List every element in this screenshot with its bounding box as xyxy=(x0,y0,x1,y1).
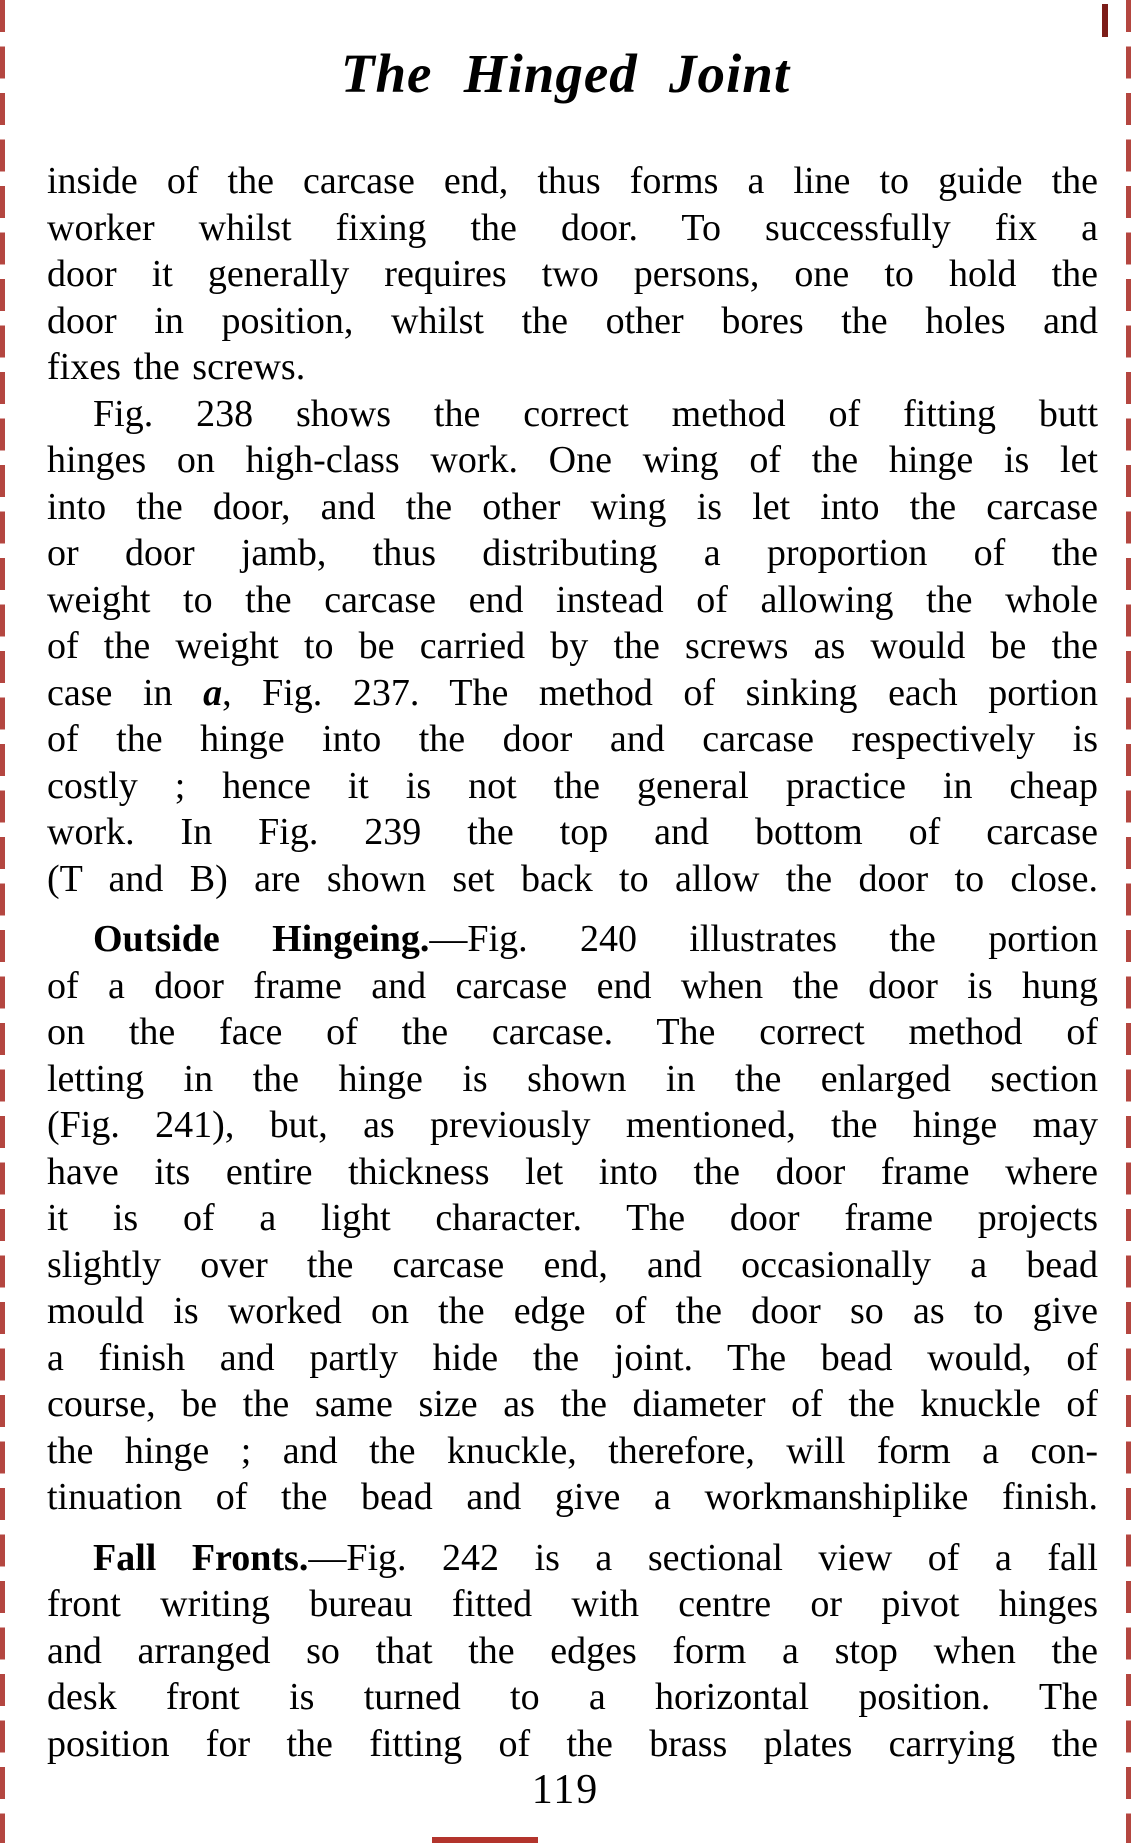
paragraph xyxy=(47,916,1098,1521)
text-line xyxy=(47,344,1098,391)
paragraph xyxy=(47,1535,1098,1768)
text-line xyxy=(47,205,1098,252)
text-line xyxy=(47,251,1098,298)
text-line xyxy=(47,1535,1098,1582)
text-segment: (Fig. 241), but, as previously mentioned, the hinge may xyxy=(47,1104,1098,1146)
text-segment: tinuation of the bead and give a workmanshiplike finish. xyxy=(47,1476,1098,1518)
text-line xyxy=(47,1381,1098,1428)
paragraph xyxy=(47,158,1098,391)
text-segment: the hinge ; and the knuckle, therefore, will form a con- xyxy=(47,1429,1098,1472)
scan-artifact-bottom xyxy=(432,1837,538,1843)
text-segment: fixes the screws. xyxy=(47,346,306,388)
text-segment: —Fig. 242 is a sectional view of a fall xyxy=(308,1536,1098,1579)
text-line xyxy=(47,1056,1098,1103)
text-segment: costly ; hence it is not the general practice in cheap xyxy=(47,764,1098,807)
text-line xyxy=(47,1149,1098,1196)
text-segment: slightly over the carcase end, and occasionally a bead xyxy=(47,1243,1098,1286)
bold-lead-in: Fall Fronts. xyxy=(93,1536,309,1579)
text-segment: course, be the same size as the diameter of the knuckle of xyxy=(47,1383,1098,1425)
text-segment: weight to the carcase end instead of allowing the whole xyxy=(47,578,1098,621)
page-number: 119 xyxy=(531,1767,600,1813)
text-segment: door in position, whilst the other bores the holes and xyxy=(47,299,1098,342)
text-line xyxy=(47,1628,1098,1675)
text-line xyxy=(47,1335,1098,1382)
text-line xyxy=(47,158,1098,205)
text-line xyxy=(47,1288,1098,1335)
text-segment: of the hinge into the door and carcase respectively is xyxy=(47,718,1098,760)
text-segment: , Fig. 237. The method of sinking each portion xyxy=(222,671,1098,714)
text-segment: a finish and partly hide the joint. The bead would, of xyxy=(47,1336,1098,1379)
text-line xyxy=(47,1721,1098,1768)
bold-lead-in: Outside Hingeing. xyxy=(93,918,430,960)
text-line xyxy=(47,1242,1098,1289)
text-segment: into the door, and the other wing is let into the carcase xyxy=(47,485,1098,528)
text-line xyxy=(47,916,1098,963)
text-line xyxy=(47,856,1098,903)
text-line xyxy=(47,391,1098,438)
text-line xyxy=(47,716,1098,763)
text-line xyxy=(47,1009,1098,1056)
text-line xyxy=(47,1195,1098,1242)
text-segment: worker whilst fixing the door. To successfully fix a xyxy=(47,206,1098,249)
paragraph xyxy=(47,391,1098,903)
text-segment: door it generally requires two persons, one to hold the xyxy=(47,253,1098,295)
text-line xyxy=(47,763,1098,810)
text-segment: front writing bureau fitted with centre or pivot hinges xyxy=(47,1583,1098,1625)
text-segment: position for the fitting of the brass plates carrying the xyxy=(47,1722,1098,1765)
text-line xyxy=(47,670,1098,717)
text-line xyxy=(47,577,1098,624)
text-segment: case in xyxy=(47,671,204,714)
text-segment: it is of a light character. The door frame projects xyxy=(47,1197,1098,1239)
body-text xyxy=(47,158,1098,1767)
text-line xyxy=(47,298,1098,345)
text-segment: (T and B) are shown set back to allow the door to close. xyxy=(47,857,1098,900)
text-segment: Fig. 238 shows the correct method of fitting butt xyxy=(93,392,1098,435)
text-segment: hinges on high-class work. One wing of the hinge is let xyxy=(47,439,1098,481)
text-segment: on the face of the carcase. The correct method of xyxy=(47,1011,1098,1053)
text-segment: inside of the carcase end, thus forms a line to guide the xyxy=(47,160,1098,202)
text-line xyxy=(47,1102,1098,1149)
text-segment: mould is worked on the edge of the door so as to give xyxy=(47,1290,1098,1332)
text-line xyxy=(47,623,1098,670)
text-segment: work. In Fig. 239 the top and bottom of carcase xyxy=(47,811,1098,853)
text-line xyxy=(47,1581,1098,1628)
scan-artifact-right-edge xyxy=(1126,0,1131,1843)
text-segment: have its entire thickness let into the door frame where xyxy=(47,1150,1098,1193)
text-line xyxy=(47,963,1098,1010)
text-line xyxy=(47,484,1098,531)
text-line xyxy=(47,1428,1098,1475)
text-line xyxy=(47,437,1098,484)
text-segment: or door jamb, thus distributing a proportion of the xyxy=(47,532,1098,574)
text-segment: of a door frame and carcase end when the door is hung xyxy=(47,964,1098,1007)
text-line xyxy=(47,809,1098,856)
scan-artifact-left-edge xyxy=(0,0,5,1843)
text-segment: and arranged so that the edges form a stop when the xyxy=(47,1629,1098,1672)
text-segment: —Fig. 240 illustrates the portion xyxy=(429,918,1098,960)
text-segment: letting in the hinge is shown in the enlarged section xyxy=(47,1057,1098,1100)
text-line xyxy=(47,530,1098,577)
text-segment: desk front is turned to a horizontal position. The xyxy=(47,1676,1098,1718)
text-line xyxy=(47,1674,1098,1721)
text-line xyxy=(47,1474,1098,1521)
scan-artifact-top-right xyxy=(1102,4,1108,37)
page-title: The Hinged Joint xyxy=(340,43,791,104)
italic-ref: a xyxy=(203,671,223,714)
text-segment: of the weight to be carried by the screws as would be the xyxy=(47,625,1098,667)
